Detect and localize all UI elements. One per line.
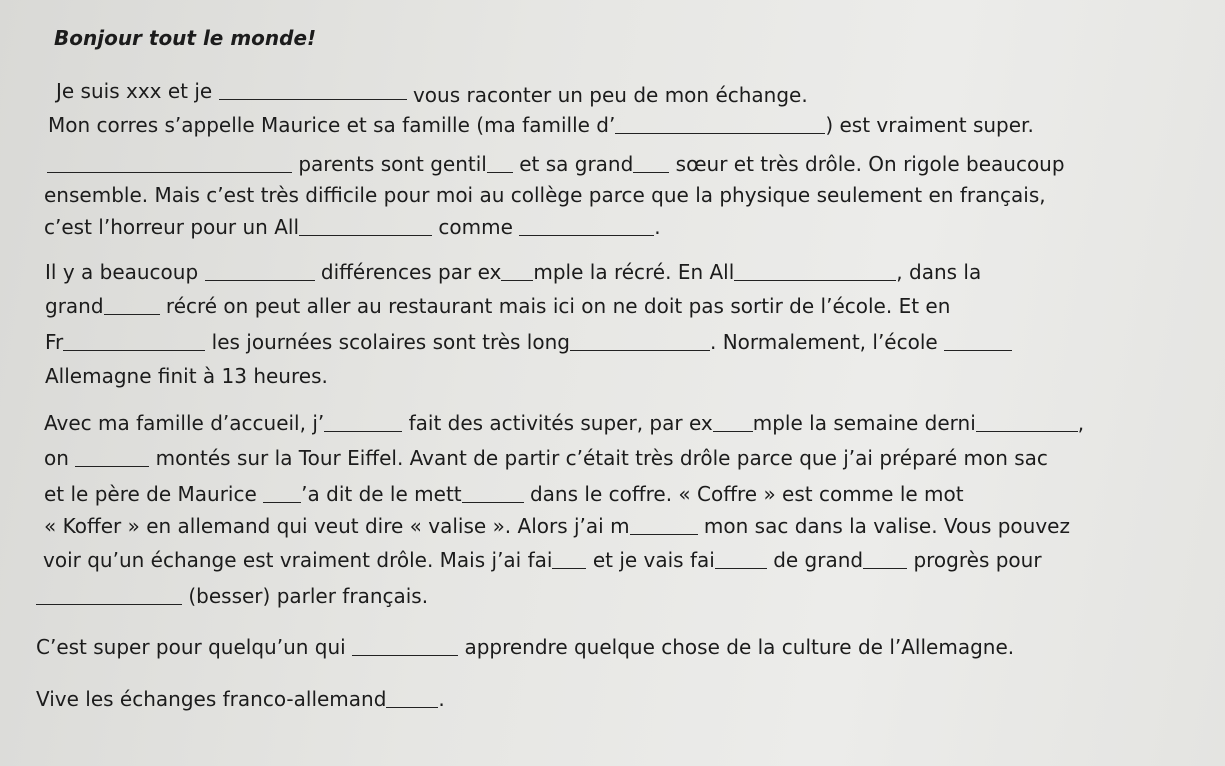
text: ) est vraiment super. bbox=[825, 113, 1034, 137]
blank[interactable] bbox=[263, 499, 301, 503]
p4-line bbox=[36, 634, 1014, 660]
blank[interactable] bbox=[630, 531, 698, 535]
text: , dans la bbox=[896, 260, 982, 284]
text: mple la semaine derni bbox=[752, 411, 976, 435]
p3-line-2 bbox=[44, 445, 1048, 471]
p1-line-2 bbox=[48, 112, 1034, 138]
text: Avec ma famille d’accueil, j’ bbox=[44, 411, 325, 435]
blank[interactable] bbox=[352, 652, 458, 656]
blank[interactable] bbox=[519, 232, 654, 236]
blank[interactable] bbox=[462, 499, 524, 503]
text: . bbox=[654, 215, 661, 239]
text: mon sac dans la valise. Vous pouvez bbox=[703, 514, 1070, 538]
text: mple la récré. En All bbox=[533, 260, 735, 284]
text: Mon corres s’appelle Maurice et sa famille (ma famille d’ bbox=[48, 113, 616, 137]
p1-line-3 bbox=[47, 151, 1065, 177]
p2-line-3 bbox=[45, 329, 1012, 355]
text: Je suis xxx et je bbox=[56, 79, 213, 103]
blank[interactable] bbox=[615, 130, 825, 134]
text: et sa grand bbox=[519, 152, 634, 176]
blank[interactable] bbox=[713, 428, 753, 432]
p3-line-1 bbox=[44, 410, 1084, 436]
text: , bbox=[1077, 411, 1085, 435]
blank[interactable] bbox=[976, 428, 1078, 432]
greeting-heading: Bonjour tout le monde! bbox=[54, 26, 317, 50]
text: progrès pour bbox=[913, 548, 1042, 572]
text: de grand bbox=[773, 548, 864, 572]
text: montés sur la Tour Eiffel. Avant de partir c’était très drôle parce que j’ai préparé mon sac bbox=[155, 446, 1048, 470]
text: . bbox=[438, 687, 445, 711]
text: dans le coffre. « Coffre » est comme le mot bbox=[529, 482, 964, 506]
p3-line-6 bbox=[36, 583, 428, 609]
text: grand bbox=[45, 294, 104, 318]
blank[interactable] bbox=[386, 704, 438, 708]
text: comme bbox=[438, 215, 513, 239]
blank[interactable] bbox=[299, 232, 432, 236]
blank[interactable] bbox=[75, 463, 149, 467]
text: Fr bbox=[45, 330, 64, 354]
text: on bbox=[44, 446, 69, 470]
text: récré on peut aller au restaurant mais ici on ne doit pas sortir de l’école. Et en bbox=[165, 294, 951, 318]
blank[interactable] bbox=[715, 565, 767, 569]
text: Vive les échanges franco-allemand bbox=[36, 687, 387, 711]
text: et le père de Maurice bbox=[44, 482, 257, 506]
p1-line-4: ensemble. Mais c’est très difficile pour moi au collège parce que la physique seulement en français, bbox=[44, 183, 1046, 207]
blank[interactable] bbox=[863, 565, 907, 569]
text: ’a dit de le mett bbox=[301, 482, 462, 506]
p3-line-4 bbox=[44, 513, 1070, 539]
p2-line-4: Allemagne finit à 13 heures. bbox=[45, 364, 328, 388]
p1-line-5 bbox=[44, 214, 661, 240]
p3-line-5 bbox=[43, 547, 1042, 573]
blank[interactable] bbox=[633, 169, 669, 173]
blank[interactable] bbox=[104, 311, 160, 315]
blank[interactable] bbox=[324, 428, 402, 432]
text: Il y a beaucoup bbox=[45, 260, 199, 284]
text: . Normalement, l’école bbox=[709, 330, 938, 354]
p2-line-2 bbox=[45, 293, 950, 319]
blank[interactable] bbox=[36, 601, 182, 605]
blank[interactable] bbox=[501, 277, 533, 281]
text: voir qu’un échange est vraiment drôle. Mais j’ai fai bbox=[43, 548, 553, 572]
blank[interactable] bbox=[570, 347, 710, 351]
blank[interactable] bbox=[219, 96, 407, 100]
text: apprendre quelque chose de la culture de l’Allemagne. bbox=[464, 635, 1015, 659]
p1-line-1 bbox=[56, 78, 808, 107]
text: et je vais fai bbox=[592, 548, 715, 572]
text: c’est l’horreur pour un All bbox=[44, 215, 300, 239]
text: (besser) parler français. bbox=[188, 584, 429, 608]
blank[interactable] bbox=[552, 565, 586, 569]
text: les journées scolaires sont très long bbox=[211, 330, 570, 354]
text: fait des activités super, par ex bbox=[408, 411, 713, 435]
p5-line bbox=[36, 686, 445, 712]
blank[interactable] bbox=[487, 169, 513, 173]
text: « Koffer » en allemand qui veut dire « valise ». Alors j’ai m bbox=[44, 514, 630, 538]
blank[interactable] bbox=[734, 277, 896, 281]
p2-line-1 bbox=[45, 259, 981, 285]
text: C’est super pour quelqu’un qui bbox=[36, 635, 346, 659]
p3-line-3 bbox=[44, 481, 964, 507]
text: différences par ex bbox=[320, 260, 502, 284]
blank[interactable] bbox=[944, 347, 1012, 351]
text: parents sont gentil bbox=[298, 152, 487, 176]
text: vous raconter un peu de mon échange. bbox=[412, 83, 808, 107]
blank[interactable] bbox=[205, 277, 315, 281]
blank[interactable] bbox=[47, 169, 292, 173]
text: sœur et très drôle. On rigole beaucoup bbox=[675, 152, 1065, 176]
blank[interactable] bbox=[63, 347, 205, 351]
